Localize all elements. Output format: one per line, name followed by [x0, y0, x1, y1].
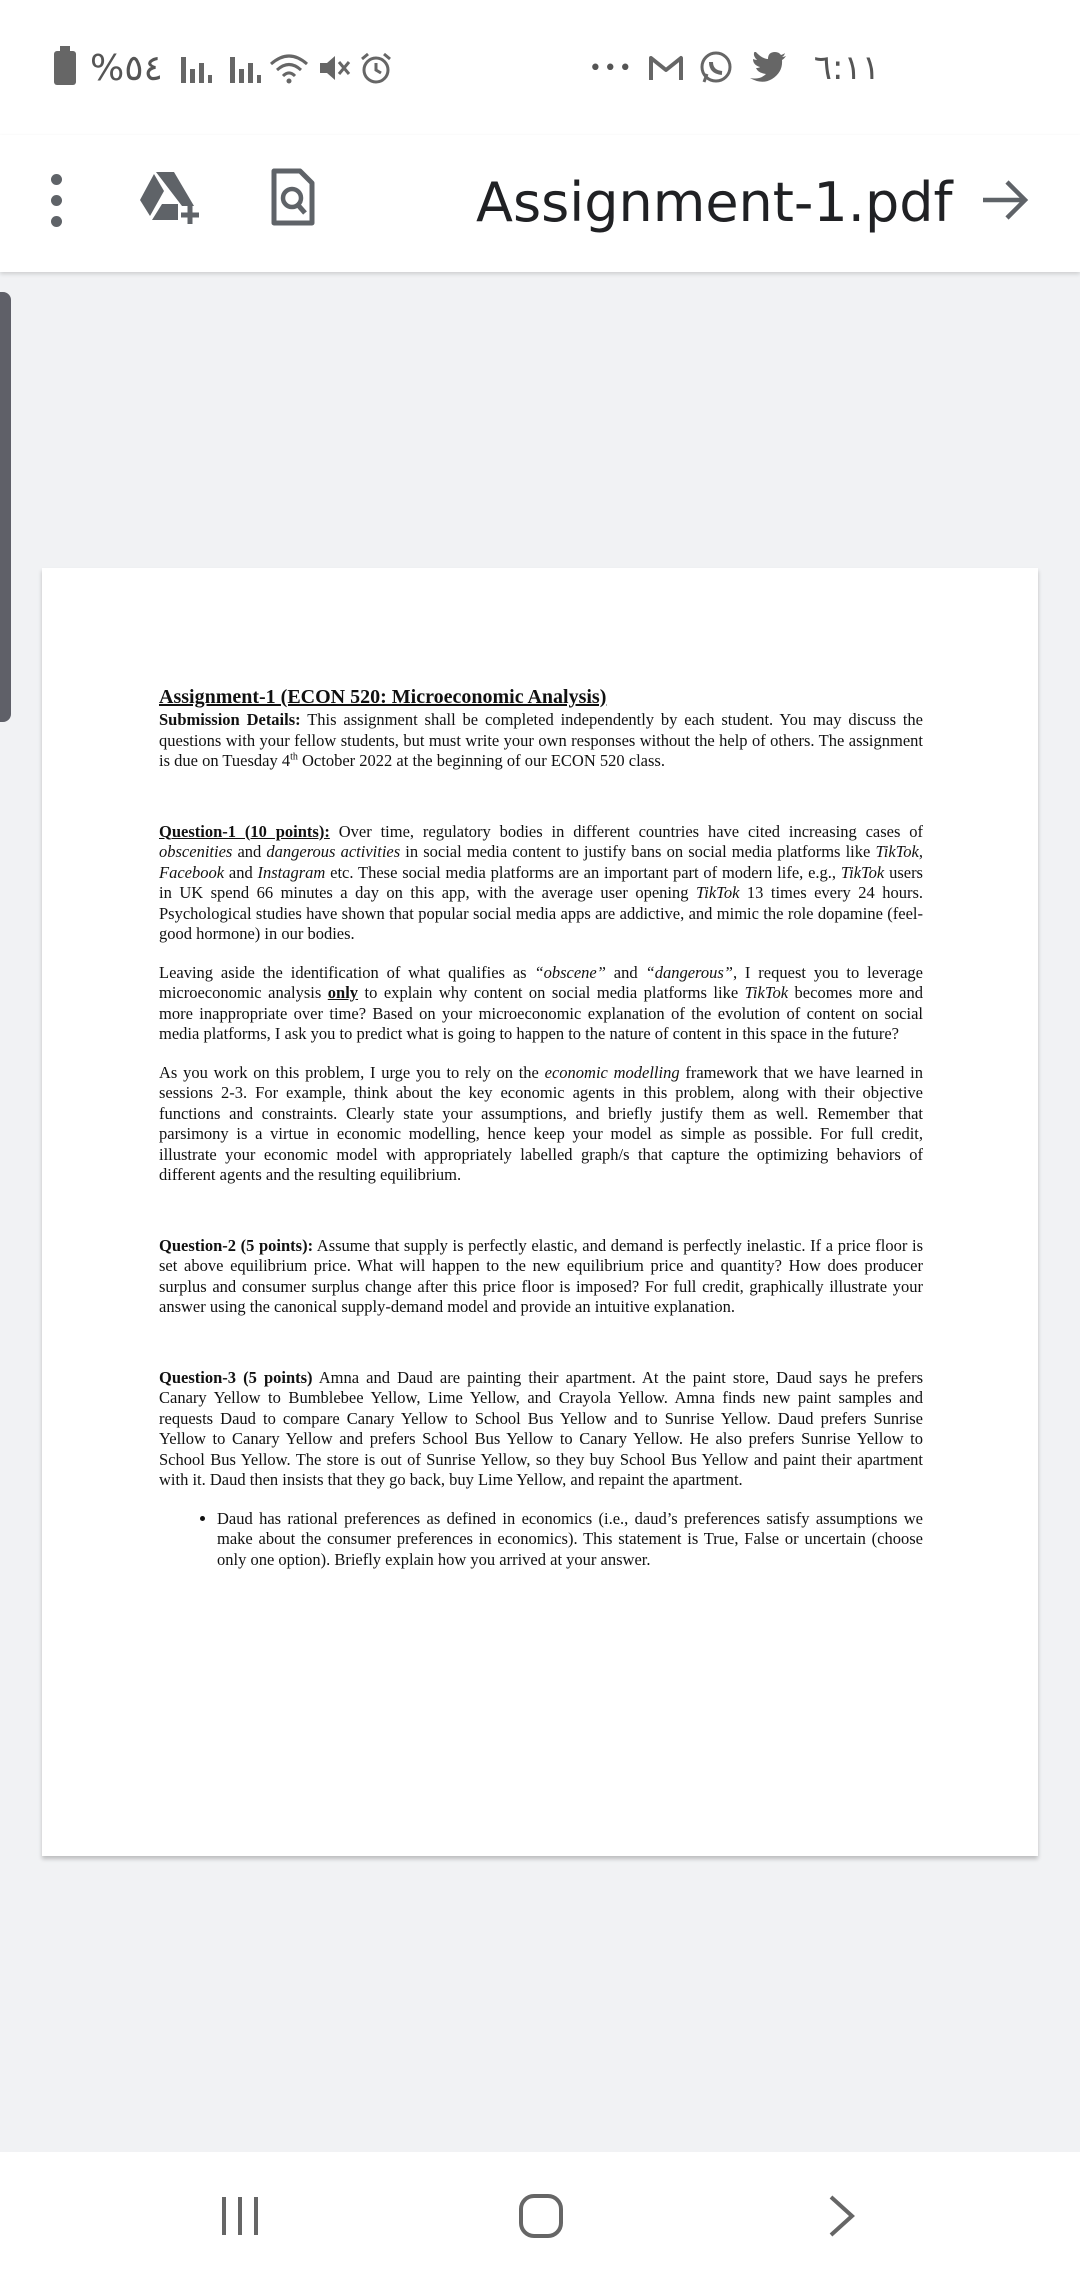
signal-icon-2	[230, 53, 261, 83]
question-2-label: Question-2 (5 points):	[159, 1235, 314, 1255]
status-time: ٦:١١	[813, 48, 880, 88]
submission-text: This assignment shall be completed independently by each student. You may discuss the questions with your fellow students, but must write your own responses without the help of others. The assignment is due on Tuesday 4	[159, 710, 924, 770]
q1-text: Leaving aside the identification of what qualifies as	[159, 962, 535, 982]
viewer-toolbar	[0, 135, 1080, 272]
q1-text: etc. These social media platforms are an important part of modern life, e.g.,	[325, 862, 841, 882]
status-bar	[0, 0, 1080, 135]
q1-italic: TikTok	[840, 862, 885, 882]
q1-italic: dangerous activities	[266, 842, 401, 861]
q1-italic: obscenities	[159, 842, 233, 861]
submission-sup: th	[290, 751, 298, 763]
wifi-icon	[269, 52, 309, 84]
find-in-document-icon[interactable]	[266, 157, 320, 237]
battery-icon	[54, 51, 76, 85]
q1-text: , I request you to leverage microeconomic analysis	[159, 962, 924, 1002]
q3-text: Amna and Daud are painting their apartment. At the paint store, Daud says he prefers Canary Yellow to Bumblebee Yellow, Lime Yellow, and Crayola Yellow. Amna finds new paint samples and requests Daud to compare Canary Yellow to School Bus Yellow and to Sunrise Yellow. Daud prefers Sunrise Yellow to Canary Yellow and prefers School Bus Yellow to Canary Yellow. He also prefers Sunrise Yellow to School Bus Yellow. The store is out of Sunrise Yellow, so they buy School Bus Yellow and paint their apartment with it. Daud then insists that they go back, buy Lime Yellow, and repaint the apartment.	[159, 1367, 923, 1489]
q1-italic: TikTok	[744, 983, 789, 1002]
q1-italic: Instagram	[257, 862, 326, 882]
q1-text: and	[224, 862, 258, 882]
question-1-label: Question-1 (10 points):	[159, 821, 330, 841]
home-icon[interactable]	[506, 2182, 576, 2250]
q1-italic: TikTok	[695, 883, 740, 902]
more-options-icon[interactable]	[36, 160, 76, 240]
submission-text-end: October 2022 at the beginning of our ECON 520 class.	[297, 751, 665, 770]
q1-text: in social media content to justify bans on social media platforms like	[400, 842, 876, 861]
q1-text: 13 times every 24 hours. Psychological studies have shown that popular social media apps are addictive, and mimic the role dopamine (feel-good hormone) in our bodies.	[159, 883, 923, 943]
q1-italic: “dangerous”	[645, 962, 733, 982]
q1-text: Over time, regulatory bodies in different countries have cited increasing cases of	[329, 821, 923, 841]
question-1-paragraph-1	[159, 822, 923, 945]
document-heading: Assignment-1 (ECON 520: Microeconomic Analysis)	[159, 686, 607, 708]
fast-scroll-handle[interactable]	[0, 292, 11, 722]
q1-text: to explain why content on social media platforms like	[358, 983, 745, 1002]
alarm-icon	[359, 51, 393, 85]
open-with-arrow-icon[interactable]	[975, 160, 1035, 240]
pdf-page-content	[159, 684, 923, 1570]
list-item: • Daud has rational preferences as defined in economics (i.e., daud’s preferences satisfy assumptions we make about the consumer preferences in economics). This statement is True, False or uncertain (choose only one option). Briefly explain how you arrived at your answer.	[217, 1509, 923, 1571]
back-chevron-icon[interactable]	[812, 2182, 872, 2250]
question-1-paragraph-2	[159, 963, 923, 1045]
system-navigation-bar	[0, 2152, 1080, 2280]
battery-percent: %٥٤	[90, 47, 163, 89]
q1-text: As you work on this problem, I urge you to rely on the	[159, 1062, 545, 1082]
q2-text: Assume that supply is perfectly elastic, and demand is perfectly inelastic. If a price floor is set above equilibrium price. What will happen to the new equilibrium price and quantity? How does producer surplus and consumer surplus change after this price floor is imposed? For full credit, graphically illustrate your answer using the canonical supply-demand model and provide an intuitive explanation.	[159, 1235, 923, 1316]
twitter-icon	[748, 52, 786, 84]
status-left-group	[54, 46, 393, 90]
question-3-label: Question-3 (5 points)	[159, 1367, 313, 1387]
q1-text: users in UK spend 66 minutes a day on this app, with the average user opening	[159, 862, 923, 902]
q1-emphasis-only: only	[327, 983, 359, 1002]
submission-details	[159, 710, 923, 772]
q1-text: and	[605, 962, 646, 982]
q1-text: ,	[918, 842, 924, 861]
q1-italic: TikTok	[875, 842, 919, 861]
gmail-icon	[648, 53, 684, 83]
add-to-drive-icon[interactable]	[136, 157, 202, 237]
q1-text: and	[232, 842, 267, 861]
q1-italic: “obscene”	[534, 962, 606, 982]
q1-text: becomes more and more inappropriate over time? Based on your microeconomic explanation of the evolution of content on social media platforms, I ask you to predict what is going to happen to the nature of content in this space in the future?	[159, 983, 923, 1043]
pdf-page[interactable]	[42, 568, 1038, 1856]
mute-icon	[317, 52, 351, 84]
signal-icon	[181, 53, 212, 83]
question-3-paragraph	[159, 1368, 923, 1491]
q1-italic: economic modelling	[544, 1062, 680, 1082]
q1-italic: Facebook	[159, 862, 225, 882]
q1-text: framework that we have learned in sessions 2-3. For example, think about the key economic agents in this problem, along with their objective functions and constraints. Clearly state your assumptions, and briefly justify them as well. Remember that parsimony is a virtue in economic modelling, hence keep your model as simple as possible. For full credit, illustrate your economic model with appropriately labelled graph/s that capture the optimizing behaviors of different agents and the resulting equilibrium.	[159, 1062, 923, 1184]
status-right-group	[589, 46, 880, 90]
question-3-bullets	[159, 1509, 923, 1571]
question-1-paragraph-3	[159, 1063, 923, 1186]
whatsapp-icon	[698, 50, 734, 86]
question-2-paragraph	[159, 1236, 923, 1318]
document-title: Assignment-1.pdf	[476, 171, 953, 234]
recent-apps-icon[interactable]	[210, 2182, 270, 2250]
more-notifications-icon: •••	[588, 55, 634, 81]
submission-label: Submission Details:	[159, 710, 301, 729]
